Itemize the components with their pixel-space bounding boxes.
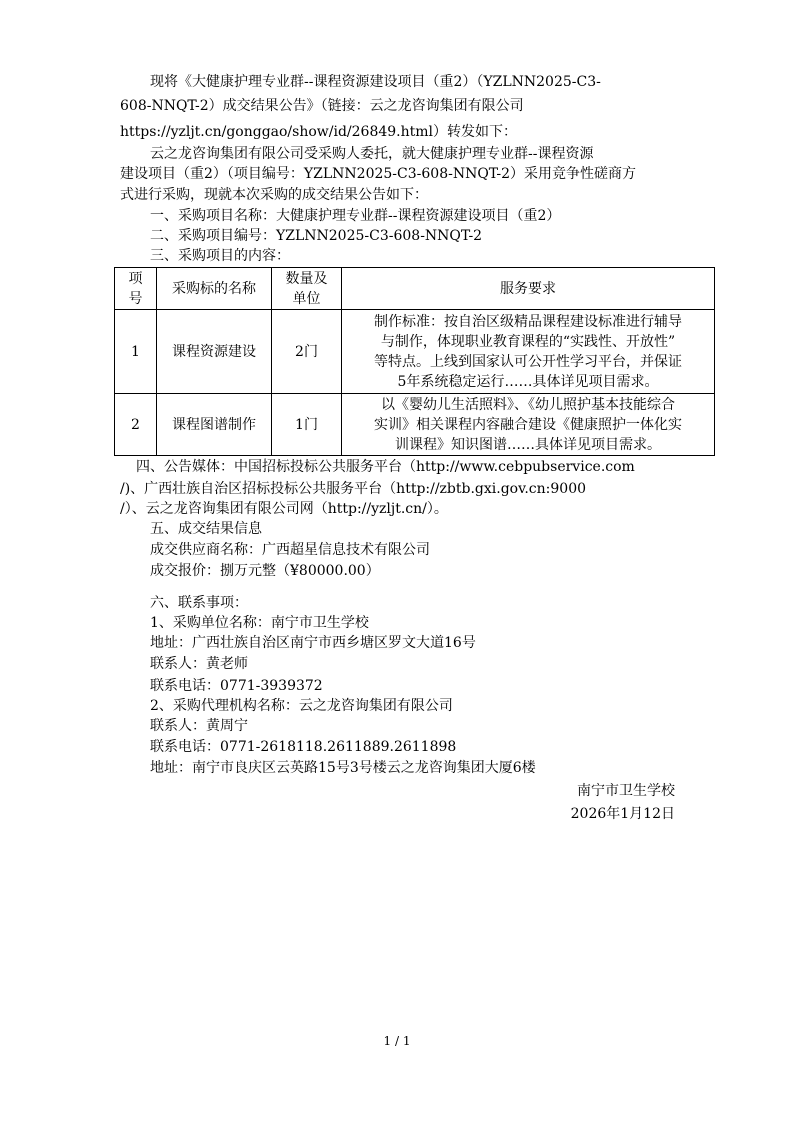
transaction-price: 成交报价：捌万元整（¥80000.00）: [150, 563, 380, 579]
table-header-row: [115, 268, 715, 310]
row-number: 2: [115, 394, 157, 456]
row-quantity: 1门: [272, 394, 342, 456]
section-3-title: 三、采购项目的内容：: [150, 248, 290, 264]
section-4-media-line-3: /）、云之龙咨询集团有限公司网（http://yzljt.cn/）。: [120, 501, 448, 517]
header-item-no: 项 号: [115, 268, 157, 310]
table-row: [115, 394, 715, 456]
section-4-media-line-2: /)、广西壮族自治区招标投标公共服务平台（http://zbtb.gxi.gov.cn:9000: [120, 481, 587, 497]
header-service-requirements: 服务要求: [342, 268, 715, 310]
agent-address: 地址：南宁市良庆区云英路15号3号楼云之龙咨询集团大厦6楼: [150, 760, 536, 776]
row-number: 1: [115, 310, 157, 394]
agent-phone: 联系电话：0771-2618118.2611889.2611898: [150, 739, 457, 755]
section-2-project-number: 二、采购项目编号：YZLNN2025-C3-608-NNQT-2: [150, 228, 483, 244]
agent-contact: 联系人：黄周宁: [150, 718, 248, 734]
buyer-name: 1、采购单位名称：南宁市卫生学校: [150, 615, 369, 631]
header-quantity: 数量及 单位: [272, 268, 342, 310]
row-item-name: 课程资源建设: [157, 310, 272, 394]
buyer-phone: 联系电话：0771-3939372: [150, 678, 323, 694]
table-row: [115, 310, 715, 394]
supplier-name: 成交供应商名称：广西超星信息技术有限公司: [150, 542, 430, 558]
intro-line-1: 现将《大健康护理专业群--课程资源建设项目（重2）（YZLNN2025-C3-: [150, 74, 601, 90]
section-4-media-line-1: 四、公告媒体：中国招标投标公共服务平台（http://www.cebpubservice.com: [136, 459, 635, 475]
agent-name: 2、采购代理机构名称：云之龙咨询集团有限公司: [150, 698, 453, 714]
row-service-requirements: 制作标准：按自治区级精品课程建设标准进行辅导 与制作，体现职业教育课程的“实践性、开放性” 等特点。上线到国家认可公开性学习平台，并保证 5年系统稳定运行……具体详见项目需求。: [342, 310, 715, 394]
row-quantity: 2门: [272, 310, 342, 394]
section-5-title: 五、成交结果信息: [150, 521, 262, 537]
row-service-requirements: 以《婴幼儿生活照料》、《幼儿照护基本技能综合 实训》相关课程内容融合建设《健康照护一体化实 训课程》知识图谱……具体详见项目需求。: [342, 394, 715, 456]
procurement-items-table: [114, 267, 715, 456]
row-item-name: 课程图谱制作: [157, 394, 272, 456]
section-1-project-name: 一、采购项目名称：大健康护理专业群--课程资源建设项目（重2）: [150, 208, 561, 224]
intro-line-6: 式进行采购，现就本次采购的成交结果公告如下：: [120, 187, 428, 203]
section-6-title: 六、联系事项：: [150, 595, 248, 611]
intro-line-4: 云之龙咨询集团有限公司受采购人委托，就大健康护理专业群--课程资源: [150, 146, 594, 162]
buyer-address: 地址：广西壮族自治区南宁市西乡塘区罗文大道16号: [150, 635, 476, 651]
page-number: 1 / 1: [383, 1034, 411, 1048]
header-item-name: 采购标的名称: [157, 268, 272, 310]
signature-org: 南宁市卫生学校: [577, 783, 675, 799]
buyer-contact: 联系人：黄老师: [150, 656, 248, 672]
intro-line-2: 608-NNQT-2）成交结果公告》（链接：云之龙咨询集团有限公司: [120, 98, 524, 114]
signature-date: 2026年1月12日: [570, 806, 675, 822]
intro-line-5: 建设项目（重2）（项目编号：YZLNN2025-C3-608-NNQT-2）采用竞争性磋商方: [120, 166, 636, 182]
intro-line-3: https://yzljt.cn/gonggao/show/id/26849.html）转发如下：: [120, 124, 518, 140]
